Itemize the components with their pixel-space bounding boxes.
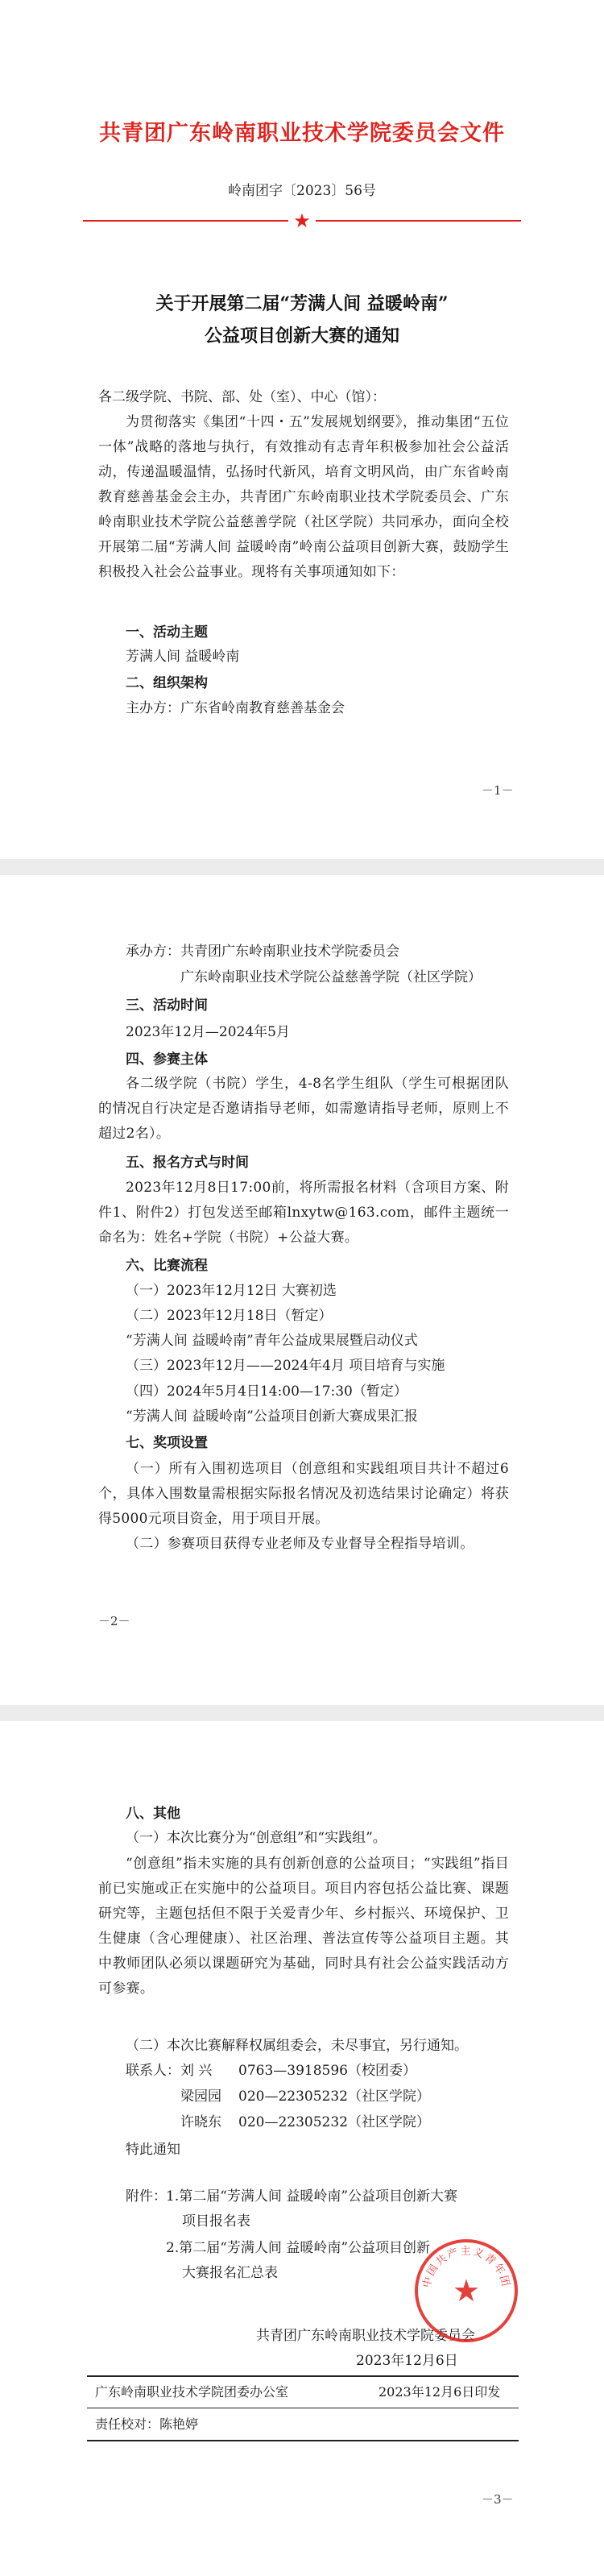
page-3: [0, 1721, 604, 2576]
other-2: （二）本次比赛解释权属组委会，未尽事宜，另行通知。: [126, 2038, 468, 2054]
period: 2023年12月—2024年5月: [126, 1024, 290, 1040]
footer-print-date: 2023年12月6日印发: [379, 2384, 501, 2400]
contact-3-name: 许晓东: [180, 2114, 221, 2130]
footer-rule-top: [87, 2375, 519, 2377]
red-rule-right: [316, 220, 521, 222]
attachment-1-line-2: 项目报名表: [182, 2213, 250, 2230]
recipients: 各二级学院、书院、部、处（室）、中心（馆）：: [98, 389, 386, 405]
seal-text: 中国共产主义青年团: [420, 2246, 512, 2289]
other-1: （一）本次比赛分为“创意组”和“实践组”。: [126, 1830, 387, 1846]
page-1: [0, 0, 604, 859]
section-8-heading: 八、其他: [126, 1806, 180, 1822]
host: 主办方：广东省岭南教育慈善基金会: [126, 700, 345, 716]
official-seal-stamp: [412, 2237, 520, 2345]
page-number: －2－: [98, 1614, 130, 1628]
page-2: [0, 875, 604, 1705]
award-2: （二）参赛项目获得专业老师及专业督导全程指导培训。: [126, 1536, 474, 1552]
step-2: （二）2023年12月18日（暂定）: [126, 1308, 333, 1324]
title-line-2: 公益项目创新大赛的通知: [204, 326, 399, 346]
red-rule-left: [83, 220, 288, 222]
footer-office: 广东岭南职业技术学院团委办公室: [95, 2384, 289, 2400]
section-2-heading: 二、组织架构: [126, 675, 208, 691]
section-6-heading: 六、比赛流程: [126, 1258, 208, 1274]
doc-number: 岭南团字〔2023〕56号: [228, 183, 376, 199]
page-number: －1－: [482, 783, 514, 798]
notice-end: 特此通知: [126, 2142, 180, 2158]
attachment-2-line-2: 大赛报名汇总表: [182, 2265, 278, 2281]
participants: 各二级学院（书院）学生，4-8名学生组队（学生可根据团队的情况自行决定是否邀请指导老师，如需邀请指导老师，原则上不超过2名）。: [98, 1076, 509, 1142]
theme: 芳满人间 益暖岭南: [126, 649, 240, 665]
contact-1-phone: 0763—3918596（校团委）: [238, 2063, 416, 2079]
contact-2-name: 梁园园: [180, 2089, 221, 2105]
attachment-2-line-1: 2.第二届“芳满人间 益暖岭南”公益项目创新: [166, 2240, 431, 2256]
intro-paragraph: 为贯彻落实《集团“十四・五”发展规划纲要》，推动集团“五位一体”战略的落地与执行，有效推动有志青年积极参加社会公益活动，传递温暖温情，弘扬时代新风，培育文明风尚，由广东省岭南教育慈善基金会主办，共青团广东岭南职业技术学院委员会、广东岭南职业技术学院公益慈善学院（社区学院）共同承办，面向全校开展第二届“芳满人间 益暖岭南”岭南公益项目创新大赛，鼓励学生积极投入社会公益事业。现将有关事项通知如下：: [98, 414, 509, 580]
title-line-1: 关于开展第二届“芳满人间 益暖岭南”: [155, 293, 449, 314]
step-4-desc: “芳满人间 益暖岭南”公益项目创新大赛成果汇报: [126, 1408, 418, 1425]
proofreader: 责任校对：陈艳婷: [95, 2416, 199, 2432]
step-1: （一）2023年12月12日 大赛初选: [126, 1283, 337, 1299]
footer-rule-bottom: [87, 2440, 519, 2441]
organizer-1: 承办方：共青团广东岭南职业技术学院委员会: [126, 944, 399, 960]
section-7-heading: 七、奖项设置: [126, 1435, 208, 1451]
contact-2-phone: 020—22305232（社区学院）: [238, 2089, 430, 2105]
section-4-heading: 四、参赛主体: [126, 1052, 208, 1068]
step-2-desc: “芳满人间 益暖岭南”青年公益成果展暨启动仪式: [126, 1333, 418, 1349]
step-4: （四）2024年5月4日14:00—17:30（暂定）: [126, 1383, 407, 1400]
section-1-heading: 一、活动主题: [126, 624, 208, 641]
registration: 2023年12月8日17:00前，将所需报名材料（含项目方案、附件1、附件2）打包发送至邮箱lnxytw@163.com，邮件主题统一命名为：姓名+学院（书院）+公益大赛。: [98, 1180, 509, 1246]
attachment-1-line-1: 1.第二届“芳满人间 益暖岭南”公益项目创新大赛: [166, 2188, 458, 2205]
step-3: （三）2023年12月——2024年4月 项目培育与实施: [126, 1358, 445, 1374]
attachments-label: 附件：: [126, 2188, 167, 2205]
star-icon: ★: [293, 209, 311, 232]
signature-date: 2023年12月6日: [356, 2353, 458, 2369]
award-1: （一）所有入围初选项目（创意组和实践组项目共计不超过6个，具体入围数量需根据实际报名情况及初选结果讨论确定）将获得5000元项目资金，用于项目开展。: [98, 1461, 509, 1527]
section-3-heading: 三、活动时间: [126, 998, 208, 1014]
section-5-heading: 五、报名方式与时间: [126, 1155, 249, 1171]
signatory: 共青团广东岭南职业技术学院委员会: [256, 2328, 475, 2344]
contact-1-name: 刘 兴: [180, 2063, 213, 2079]
page-number: －3－: [482, 2492, 514, 2507]
contact-label: 联系人：: [126, 2063, 180, 2079]
other-1-desc: “创意组”指未实施的具有创新创意的公益项目；“实践组”指目前已实施或正在实施中的公益项目。项目内容包括公益比赛、课题研究等，主题包括但不限于关爱青少年、乡村振兴、环境保护、卫生健康（含心理健康）、社区治理、普法宣传等公益项目主题。其中教师团队必须以课题研究为基础，同时具有社会公益实践活动方可参赛。: [98, 1856, 509, 1997]
organizer-2: 广东岭南职业技术学院公益慈善学院（社区学院）: [180, 969, 482, 985]
org-header: 共青团广东岭南职业技术学院委员会文件: [99, 121, 505, 146]
contact-3-phone: 020—22305232（社区学院）: [238, 2114, 430, 2130]
seal-star-icon: ★: [452, 2273, 481, 2308]
